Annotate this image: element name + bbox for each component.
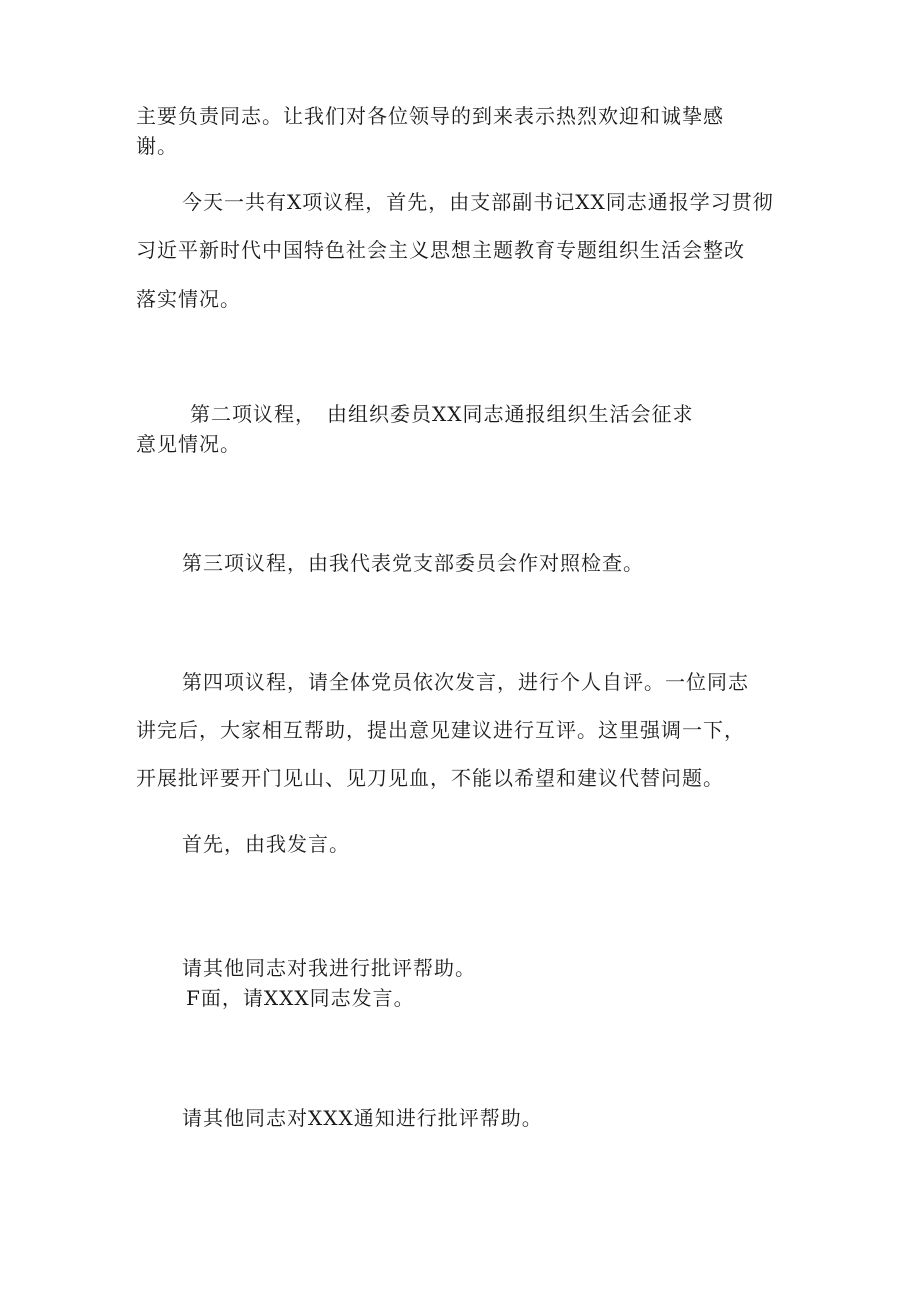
text-line: 首先，由我发言。 (182, 832, 350, 856)
text-line: 第二项议程， 由组织委员XX同志通报组织生活会征求 (190, 402, 694, 426)
text-line: 请其他同志对我进行批评帮助。 (182, 956, 476, 980)
text-line: 第三项议程，由我代表党支部委员会作对照检查。 (182, 551, 644, 575)
text-line: 第四项议程，请全体党员依次发言，进行个人自评。一位同志 (182, 670, 749, 694)
text-line: 意见情况。 (136, 432, 241, 456)
text-line: 开展批评要开门见山、见刀见血，不能以希望和建议代替问题。 (136, 766, 724, 790)
text-line: 习近平新时代中国特色社会主义思想主题教育专题组织生活会整改 (136, 238, 745, 262)
text-line: 今天一共有X项议程，首先，由支部副书记XX同志通报学习贯彻 (182, 190, 774, 214)
text-line: 请其他同志对XXX通知进行批评帮助。 (182, 1106, 543, 1130)
text-line: F面，请XXX同志发言。 (186, 986, 415, 1010)
text-line: 谢。 (136, 134, 178, 158)
text-line: 主要负责同志。让我们对各位领导的到来表示热烈欢迎和诚挚感 (136, 104, 724, 128)
text-line: 讲完后，大家相互帮助，提出意见建议进行互评。这里强调一下， (136, 718, 745, 742)
text-line: 落实情况。 (136, 287, 241, 311)
